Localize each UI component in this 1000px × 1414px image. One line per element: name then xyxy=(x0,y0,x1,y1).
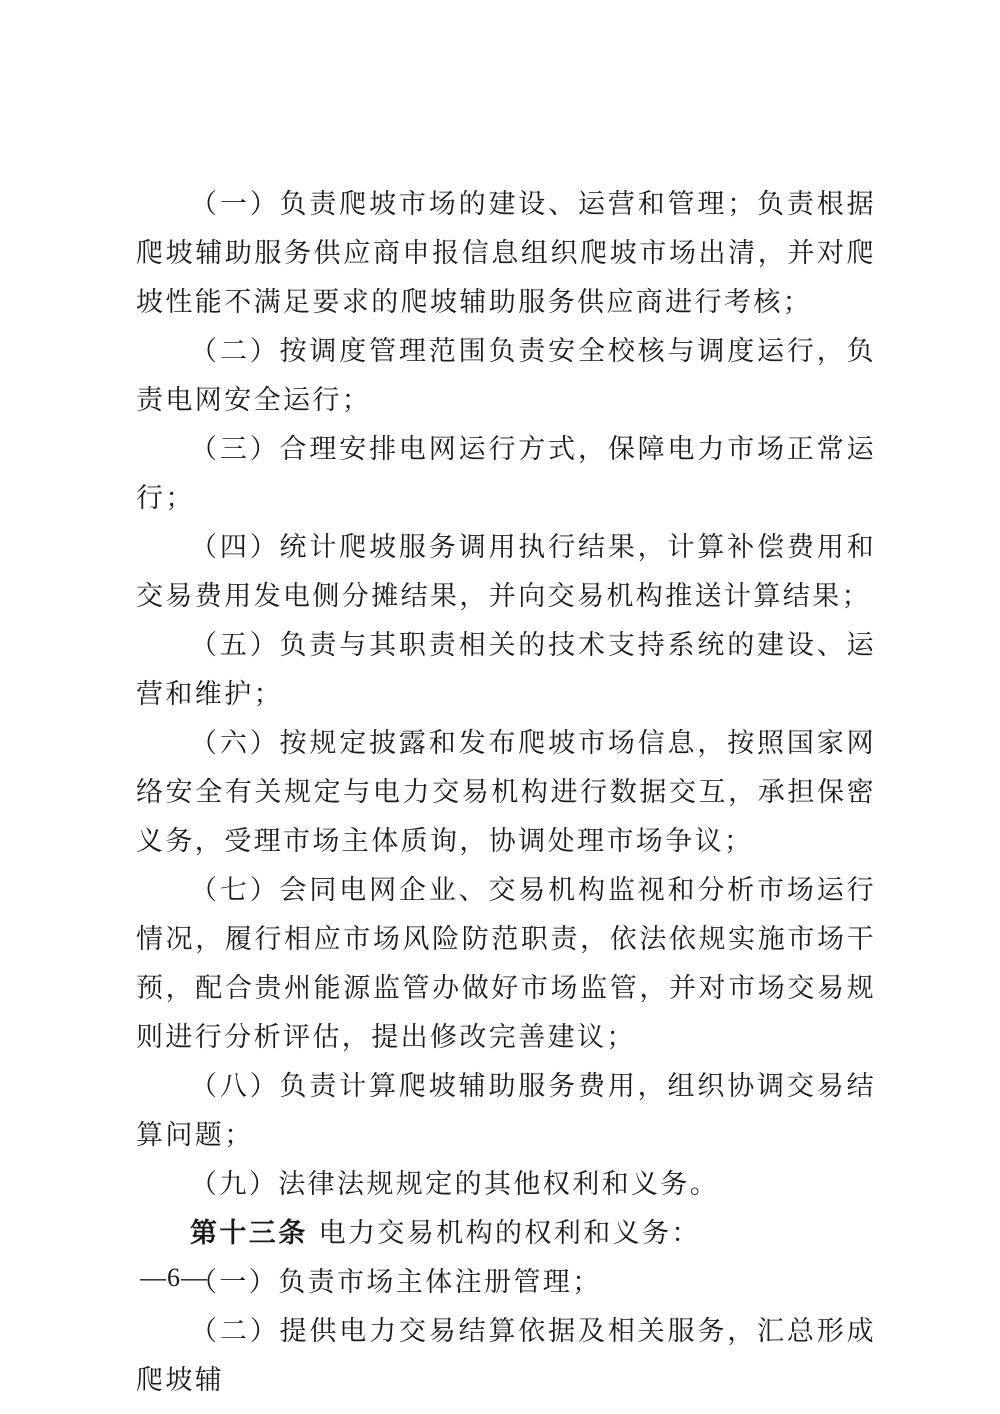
paragraph-item-4: （四）统计爬坡服务调用执行结果，计算补偿费用和交易费用发电侧分摊结果，并向交易机构推送计算结果； xyxy=(136,532,876,612)
article-text: 电力交易机构的权利和义务： xyxy=(318,1218,701,1249)
paragraph-item-6: （六）按规定披露和发布爬坡市场信息，按照国家网络安全有关规定与电力交易机构进行数据交互，承担保密义务，受理市场主体质询，协调处理市场争议； xyxy=(136,728,876,857)
article-heading: 第十三条 xyxy=(190,1218,308,1249)
paragraph-item-7: （七）会同电网企业、交易机构监视和分析市场运行情况，履行相应市场风险防范职责，依法依规实施市场干预，配合贵州能源监管办做好市场监管，并对市场交易规则进行分析评估，提出修改完善建议； xyxy=(136,875,876,1053)
page-number: —6— xyxy=(140,1263,208,1292)
document-body xyxy=(136,180,876,1405)
article-paragraph-item-2: （二）提供电力交易结算依据及相关服务，汇总形成爬坡辅 xyxy=(136,1316,876,1396)
paragraph-item-3: （三）合理安排电网运行方式，保障电力市场正常运行； xyxy=(136,434,876,514)
paragraph-item-9: （九）法律法规规定的其他权利和义务。 xyxy=(190,1169,720,1200)
paragraph-item-8: （八）负责计算爬坡辅助服务费用，组织协调交易结算问题； xyxy=(136,1071,876,1151)
article-13 xyxy=(136,1209,876,1258)
paragraph-item-5: （五）负责与其职责相关的技术支持系统的建设、运营和维护； xyxy=(136,630,876,710)
paragraph-item-2: （二）按调度管理范围负责安全校核与调度运行，负责电网安全运行； xyxy=(136,336,876,416)
article-paragraph-item-1: （一）负责市场主体注册管理； xyxy=(190,1267,602,1298)
paragraph-item-1: （一）负责爬坡市场的建设、运营和管理；负责根据爬坡辅助服务供应商申报信息组织爬坡市场出清，并对爬坡性能不满足要求的爬坡辅助服务供应商进行考核； xyxy=(136,189,876,318)
